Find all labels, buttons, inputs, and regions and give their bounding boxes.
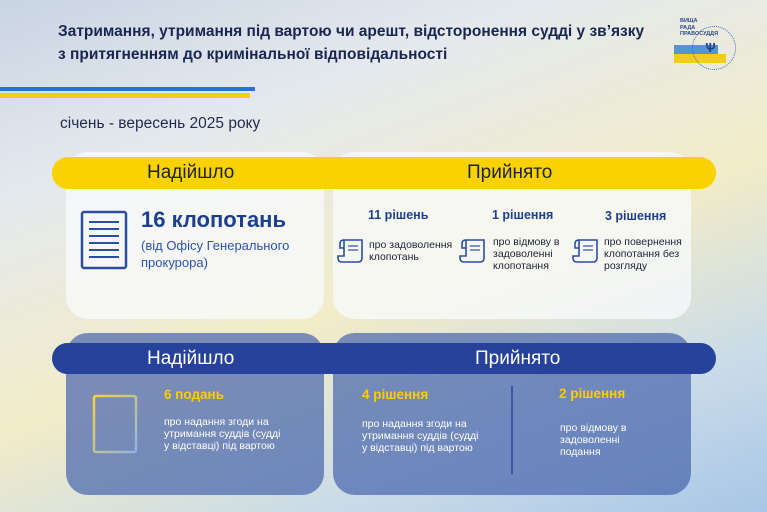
received-desc-2: про надання згоди на утримання суддів (судді у відставці) під вартою (164, 416, 281, 452)
page-title: Затримання, утримання під вартою чи арешт, відсторонення судді у зв’язку з притягненням до кримінальної відповідальності (58, 23, 645, 63)
received-count-2: 6 подань (164, 387, 225, 402)
decision-count-1b: 1 рішення (492, 208, 554, 222)
decision-desc-1c: про повернення клопотання без розгляду (604, 236, 682, 272)
decision-count-2b: 2 рішення (559, 386, 626, 401)
received-count-1: 16 клопотань (141, 207, 286, 232)
trident-icon: Ѱ (705, 40, 716, 55)
logo-text: ВИЩА РАДА ПРАВОСУДДЯ (680, 18, 719, 37)
decision-count-1a: 11 рішень (368, 208, 429, 222)
received-source-1: (від Офісу Генерального прокурора) (141, 238, 290, 270)
section1-received-label: Надійшло (147, 162, 235, 183)
decor-stripe-blue (0, 87, 255, 91)
decision-desc-1a: про задоволення клопотань (369, 239, 453, 263)
scroll-icon (458, 236, 488, 266)
decision-desc-1b: про відмову в задоволенні клопотання (493, 236, 560, 272)
decor-stripe-yellow (0, 93, 250, 98)
document-lines-icon (92, 394, 138, 454)
column-divider (511, 386, 513, 474)
scroll-icon (336, 236, 366, 266)
section1-accepted-label: Прийнято (467, 162, 553, 183)
scroll-icon (571, 236, 601, 266)
decision-count-1c: 3 рішення (605, 209, 667, 223)
decision-desc-2b: про відмову в задоволенні подання (560, 422, 627, 458)
hcj-logo (674, 14, 746, 76)
section2-received-label: Надійшло (147, 348, 235, 369)
document-lines-icon (80, 210, 128, 270)
report-period: січень - вересень 2025 року (60, 115, 261, 132)
decision-desc-2a: про надання згоди на утримання суддів (судді у відставці) під вартою (362, 418, 479, 454)
decision-count-2a: 4 рішення (362, 387, 429, 402)
section2-accepted-label: Прийнято (475, 348, 561, 369)
